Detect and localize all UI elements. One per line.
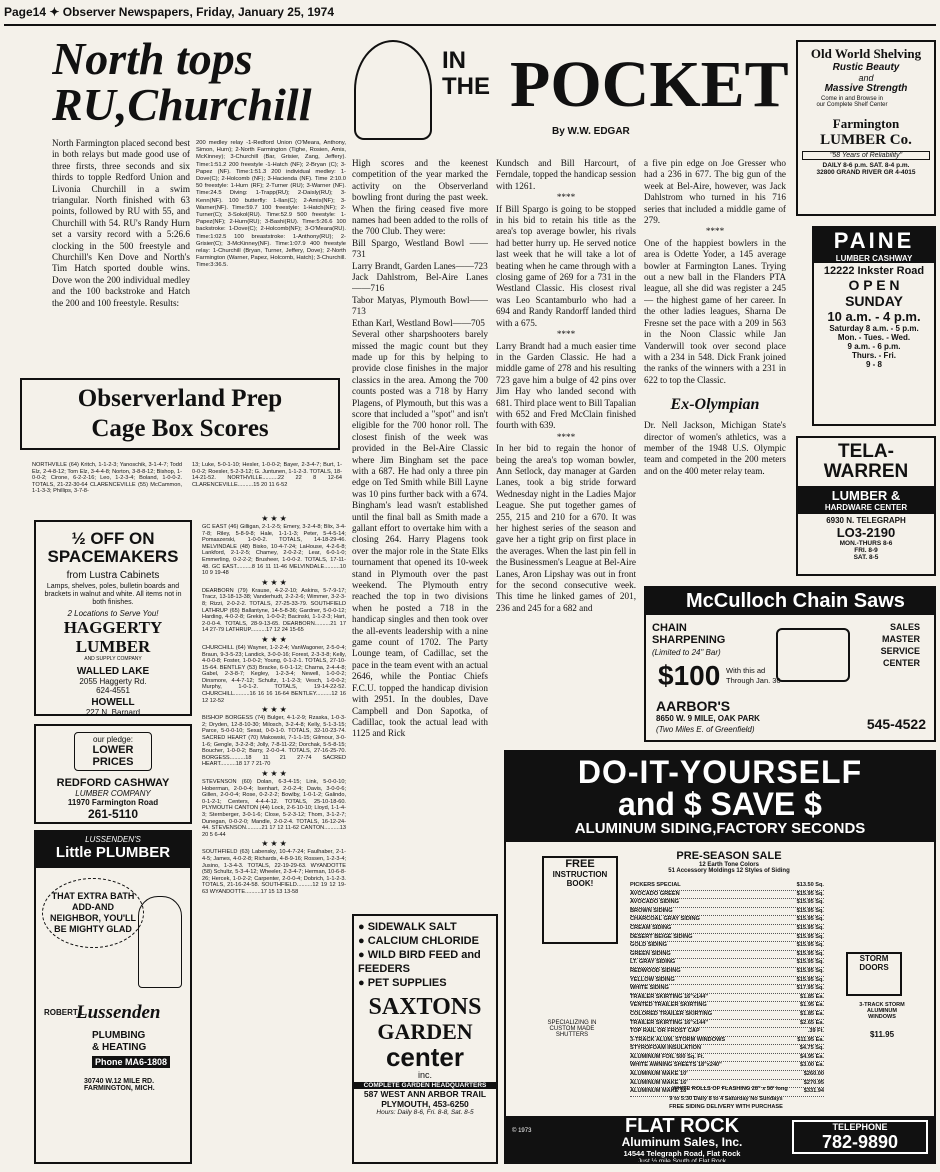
- presale-title: PRE-SEASON SALE: [676, 850, 782, 862]
- saxtons-brand-3: center: [385, 1042, 465, 1072]
- saxtons-tag: COMPLETE GARDEN HEADQUARTERS: [354, 1082, 496, 1089]
- price-row: [630, 985, 824, 994]
- loc1-addr: 2055 Haggerty Rd.: [79, 677, 147, 686]
- spacemakers-desc: Lamps, shelves, poles, bulletin boards and brackets in walnut and white. All items not in both finishes.: [44, 583, 182, 606]
- redford-phone: 261-5110: [87, 807, 139, 821]
- price-item-price: $15.95 Sq.: [796, 950, 824, 957]
- plumber-line-2: & HEATING: [92, 1042, 147, 1053]
- ow-sub-1: Rustic Beauty: [832, 62, 900, 73]
- flatrock-headline-block: [506, 752, 934, 842]
- spacemakers-headline-1: ½ OFF ON: [71, 529, 155, 548]
- price-item-price: $13.50 Sq.: [796, 882, 824, 888]
- saxtons-brand-4: inc.: [417, 1070, 432, 1080]
- scores-southfield: SOUTHFIELD (63) Labensky, 10-4-7-24; Faulhaber, 2-1-4-5; James, 4-0-2-8; Richards, 4-8-9-16; Rossen, 1-2-3-4; Jusino, 1-3-4-3. TOTALS, 22-19-29-63. WYANDOTTE (58) Schultz, 5-3-4-12; Wheeler, 2-3-4-7; Herman, 10-6-8-26; Hercek, 1-0-2-2; Carpenter, 2-0-0-4; Dobrich, 1-1-2-3. TOTALS, 21-16-24-58. SOUTHFIELD..........12 19 12 19-63 WYANDOTTE..........17 15 13 13-58: [202, 849, 346, 895]
- ow-sub-2: and: [858, 73, 874, 83]
- pocket-in-the: IN THE: [442, 47, 490, 100]
- presale-sub: 12 Earth Tone Colors: [699, 862, 759, 868]
- mcculloch-through: Through Jan. 30: [726, 676, 781, 685]
- price-item-price: $11.95 Ea.: [797, 1036, 824, 1043]
- mcculloch-with-ad: With this ad: [726, 666, 766, 675]
- plumber-name-1: ROBERT L.: [44, 1008, 88, 1017]
- pocket-col3-a: a five pin edge on Joe Gresser who had a 236 in 677. The big gun of the week at Bel-Aire, however, was Jack Dahlstrom who turned in his 716 series that included a middle game of 279.: [644, 158, 786, 226]
- plumber-addr: 30740 W.12 MILE RD. FARMINGTON, MICH.: [84, 1078, 155, 1092]
- paine-addr: 12222 Inkster Road: [823, 265, 925, 277]
- price-item-name: GOLD SIDING: [630, 942, 667, 949]
- price-item-name: WHITE SIDING: [630, 985, 669, 992]
- tela-phone: LO3-2190: [836, 525, 896, 540]
- loc2-addr: 227 N. Barnard: [85, 708, 141, 716]
- pocket-col-1: [352, 158, 488, 918]
- paine-h4: Thurs. - Fri.: [852, 351, 896, 360]
- price-row: [630, 916, 824, 925]
- saxtons-ad: [352, 914, 498, 1164]
- price-item-name: AVOCADO SIDING: [630, 899, 679, 906]
- price-item-name: REDWOOD SIDING: [630, 967, 681, 974]
- pocket-col2-c: Larry Brandt had a much easier time in the Garden Classic. He had a middle game of 278 and his resulting 723 gave him a bulge of 42 pins over Jim Hay who landed second with 681. Third place went to Bill Tapalian with 652 and Fred McClain finished fourth with 639.: [496, 340, 636, 431]
- pocket-col2-d: In her bid to regain the honor of being the area's top woman bowler, Ann Setlock, day manager at Garden Lanes, took a big stride forward Wednesday night in the Ladies Major League. She put together games of 255, 215 and 210 for a 670. It was her highest series of the season and gave her a tight grip on first place in the averages. When the last pin fell in the Businessmen's League at Bel-Aire Lanes, Aron Lipshay was out in front for the second consecutive week. This time he linked games of 201, 236 and 245 for a 682 and: [496, 443, 636, 613]
- free-book-box: [542, 856, 618, 944]
- price-row: [630, 959, 824, 968]
- price-row: [630, 1002, 824, 1011]
- ow-brand-1: Farmington: [832, 116, 900, 131]
- saxtons-item-3: ● WILD BIRD FEED and FEEDERS: [358, 949, 481, 975]
- pocket-col1-intro: High scores and the keenest competition of the year marked the activity on the Observerland bowling front during the past week. When the firing ceased five more names had been added to the rolls of the 700 Club. They were:: [352, 158, 488, 237]
- flatrock-footer: [506, 1116, 934, 1162]
- saxtons-item-label: WILD BIRD FEED and FEEDERS: [358, 949, 481, 975]
- star-divider: ★ ★ ★: [261, 705, 287, 715]
- paine-h3: 9 a.m. - 6 p.m.: [847, 342, 901, 351]
- price-item-price: $15.95 Sq.: [796, 907, 824, 914]
- price-row: [630, 899, 824, 908]
- free-3: BOOK!: [566, 879, 594, 888]
- price-item-price: $1.95 Ea.: [800, 1002, 824, 1009]
- storm-price: $11.95: [869, 1030, 895, 1039]
- price-item-price: $3.00 Ea.: [800, 1062, 824, 1069]
- storm-door-box: [846, 952, 902, 996]
- pocket-col3-b: One of the happiest bowlers in the area is Odette Yoder, a 145 average bowler at Farmington Lanes. Trying out a new ball in the Flanders PTA league, all she did was register a 245— the highest game of her career. In the other ladies leagues, Sharna De Fresne set the pace with a 209 in 563 in the Noon Classic while Jan Vanderwill took over second place with a 234 in 548. Dick Frank joined the ranks of the winners with a 231 in 622 to top the Classic.: [644, 237, 786, 385]
- mcculloch-price: $100: [658, 660, 721, 691]
- cage-scores-right: 13; Luke, 5-0-1-10; Hesler, 1-0-0-2; Bayer, 2-3-4-7; Burt, 1-0-0-2; Roesler, 5-2-3-12; G. Juntunen, 1-1-2-3. TOTALS, 18-14-21-52. NORTHVILLE..........22 22 8 12-64 CLARENCEVILLE..........15 20 11 6-52: [192, 462, 342, 488]
- price-item-name: STYROFOAM INSULATION: [630, 1045, 702, 1052]
- mcculloch-chain: CHAIN: [652, 622, 687, 634]
- flatrock-brand-block: [582, 1116, 782, 1164]
- mcculloch-sales-1: SALES: [889, 622, 920, 632]
- aarbors-phone: 545-4522: [866, 716, 926, 732]
- white-rolls: WHITE ROLLS OF FLASHING 28" x 50' long: [672, 1086, 788, 1092]
- ow-tagline: "58 Years of Reliability": [802, 151, 930, 160]
- mcculloch-sales-2: MASTER: [882, 634, 920, 644]
- tela-addr: 6930 N. TELEGRAPH: [826, 516, 906, 525]
- paine-ad: [812, 226, 936, 426]
- flatrock-tel-label: TELEPHONE: [832, 1122, 888, 1132]
- price-item-name: BROWN SIDING: [630, 907, 673, 914]
- paine-sunday: SUNDAY: [845, 293, 903, 309]
- price-item-price: $260.00: [803, 1071, 824, 1078]
- ow-title: Old World Shelving: [810, 46, 922, 61]
- plumber-name-2: Lussenden: [76, 1002, 161, 1023]
- price-row: [630, 934, 824, 943]
- price-row: [630, 994, 824, 1003]
- north-story-body: North Farmington placed second best in both relays but made good use of three firsts, three seconds and six thirds to topple Redford Union and Livonia Churchill in a swim triangular. North finished with 63 points, followed by RU with 55, and Churchill with 54. RU's Randy Hurn set a varsity record with a 5:26.6 clocking in the 500 freestyle and Churchill's Ken Dove and North's Tim Hatch sported double wins. Dove won the 200 individual medley and the 100 backstroke and Hatch the 200 and 100 freestyle. Results:: [52, 138, 190, 308]
- flatrock-headline-2: and $ SAVE $: [618, 786, 822, 822]
- price-item-price: .39 Ft.: [807, 1028, 824, 1035]
- mcculloch-saw-icon: [776, 628, 850, 682]
- aarbors-addr: 8650 W. 9 MILE, OAK PARK: [656, 714, 760, 723]
- flatrock-tel: 782-9890: [821, 1132, 899, 1152]
- star-divider: ★ ★ ★: [261, 634, 287, 644]
- tela-h1: MON.-THURS 8-6: [839, 540, 893, 547]
- mcculloch-ad: [644, 586, 936, 742]
- flatrock-ad: [504, 750, 936, 1164]
- storm-3: 3-TRACK STORM ALUMINUM WINDOWS: [859, 1002, 905, 1020]
- star-divider: ★ ★ ★: [261, 839, 287, 849]
- score-1: Bill Spargo, Westland Bowl ——731: [352, 237, 488, 260]
- free-2: INSTRUCTION: [552, 870, 608, 879]
- cage-title-1: Observerland Prep: [77, 385, 283, 412]
- flatrock-headline-1: DO-IT-YOURSELF: [577, 754, 863, 790]
- price-item-name: CREAM SIDING: [630, 924, 672, 931]
- price-row: [630, 891, 824, 900]
- ex-olympian-body: Dr. Nell Jackson, Michigan State's director of women's athletics, was a member of the 1948 U.S. Olympic team and competed in the 200 meters and on the 400 meter relay team.: [644, 420, 786, 476]
- aarbors-addr-2: (Two Miles E. of Greenfield): [656, 725, 755, 734]
- price-item-price: $2.65 Ea.: [800, 1019, 824, 1026]
- mcculloch-limited: (Limited to 24" Bar): [652, 648, 721, 657]
- price-item-name: TOP RAIL OR FROST CAP: [630, 1028, 700, 1035]
- scores-gc-east: GC EAST (46) Gilligan, 2-1-2-5; Emery, 3-2-4-8; Blix, 3-4-7-8; Riley, 5-8-9-8; Hale, 1-1-1-3; Peter, 5-4-5-14; Pomaszerski, 1-0-0-2. TOTALS, 14-18-29-46. MELVINDALE (48) Bisko, 10-4-7-24; LaHouse, 4-2-6-8; Lankford, 2-1-2-5; Chamey, 2-0-2-2; Lear, 6-0-1-0; Emmerling, 0-2-2-2; Brusheer, 1-0-0-2. TOTALS, 17-11-48. GC EAST..........8 16 11 11-46 MELVINDALE..........10 10 9 19-48: [202, 524, 346, 577]
- tela-warren-ad: [796, 436, 936, 576]
- price-row: [630, 882, 824, 891]
- scores-dearborn: DEARBORN (79) Krause, 4-2-2-10; Askins, 5-7-9-17; Tracz, 13-18-13-38; Vanderhudt, 2-2-2-6; Wimmer, 3-2-3-8; Rizzi, 2-0-2-2. TOTALS, 27-25-33-79. SOUTHFIELD LATHRUP (65) Ballantyne, 14-5-8-36; Gardner, 5-0-0-12; Harding, 4-0-2-8; Grekin, 1-0-0-2; Bacinski, 1-1-2-3; Hart, 2-0-0-4. TOTALS, 28-9-13-65. DEARBORN..........21 17 14 27-79 LATHRUP..........17 12 24 15-65: [202, 587, 346, 634]
- star-divider: ★ ★ ★: [261, 577, 287, 587]
- score-3: Jack Dahlstrom, Bel-Aire Lanes——716: [352, 272, 488, 294]
- price-row: [630, 1071, 824, 1080]
- plumber-figure: [138, 896, 182, 988]
- scores-churchill: CHURCHILL (64) Wayner, 1-2-2-4; VanWagoner, 2-5-0-4; Braun, 9-3-5-23; Landick, 3-0-0-16; Forest, 2-3-3-8; Kelly, 4-0-0-8; Foster, 1-0-0-2; Young, 0-1-2-1. TOTALS, 27-10-15-64. BENTLEY (53) Bracke, 6-0-1-12; Charna, 2-4-4-8; Gabel, 2-3-8-7; Kegley, 1-2-3-4; Newell, 1-0-0-2; Dinsmore, 4-4-7-12; Schultz, 1-1-2-3; Vesch, 1-0-0-2; Murphy, 1-0-1-2. TOTALS, 19-14-22-52. CHURCHILL..........16 16 16 16-64 BENTLEY..........12 16 12 12-52: [202, 644, 346, 704]
- scores-stevenson: STEVENSON (60) Dolan, 6-3-4-15; Link, 5-0-0-10; Hoberman, 2-0-0-4; Isenhart, 2-0-2-4; Davis, 3-0-0-6; Gillen, 2-0-0-4; Rose, 0-2-2-2; Bowlby, 1-0-1-2; Galindo, 0-1-2-1; Centers, 4-4-4-12. TOTALS, 25-10-18-60. PLYMOUTH CANTON (44) Lock, 2-6-10-10; Lloyd, 1-1-4-3; Sternberger, 3-0-1-6; Close, 5-2-3-12; Thom, 3-1-2-7; Dunegan, 0-0-2-0; Mandle, 2-0-2-4. TOTALS, 16-12-24-44. STEVENSON..........21 17 12 11-62 CANTON..........13 20 5 6-44: [202, 779, 346, 838]
- price-row: [630, 1062, 824, 1071]
- north-results: 200 medley relay -1-Redford Union (O'Meara, Anthony, Simon, Hurn); 2-North Farmington (Tighe, Rosien, Amis, McKinney); 3-Churchill (Bar, Grisier, Zang, Jeffery). Time:1:51.2 200 freestyle -1-Hatch (NF); 2-Bryan (C); 3-Papez (NF). Time:1:51.3 200 individual medley: 1-Dove(C); 2-Holcomb (NF); 3-Hacienda (NF). Time 2:10.0 50 freestyle: 1-Hurn (RF); 2-Turner (RU); 3-Warner (NF). Time:24.5 Diving: 1-Trapp(RU); 2-Daisly(RU); 3-Kenn(NF). 100 butterfly: 1-Ilan(C); 2-Amis(NF); 3-Warner(NF). Time:59.7 100 freestyle: 1-Hatch(NF); 2-Turner(C); 3-Sokol(RU). Time:52.9 500 freestyle: 1-Papez(NF); 2-Hurn(RU); 3-Bashi(RU). Time:5:26.6 100 backstroke: 1-Dove(C); 2-Holcomb(NF); 3-O'Meara(RU). Time:1:02.5 100 breaststroke: 1-Anthony(RU); 2-Grisier(C); 3-McKinney(NF). Time:1:07.9 400 freestyle relay: 1-Churchill (Bryan, Turner, Jeffery, Dove); 2-North Farmington (Warner, Papez, Holcomb, Hatch); 3-Churchill. Time:3:36.5.: [196, 140, 346, 269]
- star-divider: ★ ★ ★: [261, 514, 287, 523]
- price-item-name: PICKERS SPECIAL: [630, 882, 681, 888]
- flatrock-addr: 14544 Telegraph Road, Flat Rock: [623, 1149, 741, 1158]
- pocket-col1-body: Several other sharpshooters barely missed the magic count but they made up for this by helping to provide close finishes in the major classics in the area. Among the 700 counts posted was a 718 by Harry Plagens, of Plymouth, but this was a score that included a "spot" and isn't eligible for the 700 honor roll. The closest finish of the week was provided in the Bel-Aire Classic where Jim Bingham set the pace with a 687. He had only a three pin edge on Ted Smith while Bill Layne was 10 pins further back with a 674. Bingham's lead wasn't established until the final ball as Smith made a gallant effort to overtake him with a closing 264. Harry Plagens took over the major role in the State Elks tournament that opened its 10-week stand in Plymouth over the past weekend. The Plymouth entry reached the top in two divisions when he posted a 718 in the handicap singles and then took over the all-events leadership with a nine game count of 1702. The Party Lounge team, of Cadillac, set the pace in the team event with an actual 2646, while the Pontiac Chiefs F.C.U. topped the handicap division with 2951. In the doubles, Dave Campbell and Don Sapotka, of Cadillac, took the actual lead with 1125 and Rick: [352, 329, 488, 739]
- stars-divider: ****: [556, 192, 576, 203]
- tela-h2: FRI. 8-9: [854, 547, 878, 554]
- loc1-phone: 624-4551: [96, 686, 130, 695]
- price-item-name: CHARCOAL GRAY SIDING: [630, 916, 700, 923]
- presale-header: [624, 850, 834, 874]
- plumber-top: LUSSENDEN'S: [85, 835, 141, 844]
- flatrock-headline-3: ALUMINUM SIDING,FACTORY SECONDS: [574, 820, 866, 837]
- price-item-name: DESERT BEIGE SIDING: [630, 933, 693, 940]
- price-item-price: $4.75 Sq.: [799, 1045, 824, 1052]
- saxtons-item-label: SIDEWALK SALT: [367, 921, 457, 933]
- pledge-box: [74, 732, 152, 771]
- price-row: [630, 1028, 824, 1037]
- price-item-price: $270.95: [803, 1079, 824, 1086]
- loc1-name: WALLED LAKE: [76, 666, 150, 677]
- pocket-byline: By W.W. EDGAR: [552, 126, 630, 137]
- ow-brand-2: LUMBER Co.: [820, 132, 912, 148]
- price-row: [630, 968, 824, 977]
- score-5: Ethan Karl, Westland Bowl——705: [352, 317, 485, 328]
- saxtons-item-4: ● PET SUPPLIES: [358, 977, 447, 989]
- mcculloch-title: McCulloch Chain Saws: [646, 588, 934, 615]
- price-item-price: $4.95 Ea.: [800, 1053, 824, 1060]
- old-world-ad: [796, 40, 936, 216]
- plumber-phone: Phone MA6-1808: [92, 1056, 170, 1068]
- price-item-price: $15.95 Sq.: [796, 933, 824, 940]
- headline-line-1: North tops: [52, 36, 253, 84]
- flatrock-brand: FLAT ROCK: [624, 1115, 740, 1137]
- plumber-brand: Little PLUMBER: [55, 844, 171, 861]
- paine-hours: 10 a.m. - 4 p.m.: [827, 309, 921, 324]
- pledge-1: our pledge:: [92, 735, 134, 744]
- redford-sub: LUMBER COMPANY: [75, 789, 151, 798]
- flatrock-tel-block: [792, 1120, 928, 1154]
- ex-olympian-head: Ex-Olympian: [670, 396, 760, 414]
- price-item-name: ALUMINUM MAKE 18': [630, 1088, 688, 1095]
- saxtons-item-2: ● CALCIUM CHLORIDE: [358, 935, 479, 947]
- price-item-name: COLORED TRAILER SKIRTING: [630, 1010, 713, 1017]
- star-divider: ★ ★ ★: [261, 769, 287, 778]
- price-item-name: WHITE AWNING SHEETS 18"x240": [630, 1062, 722, 1069]
- saxtons-item-1: ● SIDEWALK SALT: [358, 921, 457, 933]
- price-item-name: VENTED TRAILER SKIRTING: [630, 1002, 707, 1009]
- ow-body: Come in and Browse in our Complete Shelf Center: [816, 96, 888, 108]
- pocket-bowler-icon: [354, 40, 432, 140]
- price-item-price: $1.85 Ea.: [800, 993, 824, 1000]
- flatrock-brand-sub: Aluminum Sales, Inc.: [621, 1135, 743, 1149]
- cage-box-heading: [20, 378, 340, 450]
- haggerty-brand: HAGGERTY LUMBER: [63, 618, 163, 656]
- free-1: FREE: [565, 858, 595, 870]
- saxtons-item-label: CALCIUM CHLORIDE: [367, 935, 479, 947]
- tela-line-1: LUMBER &: [831, 488, 901, 503]
- price-row: [630, 1037, 824, 1046]
- price-item-price: $15.95 Sq.: [796, 967, 824, 974]
- mcculloch-sharpening: SHARPENING: [652, 634, 726, 646]
- price-item-name: ALUMINUM MAKE 10': [630, 1071, 688, 1078]
- ow-addr: 32800 GRAND RIVER GR 4-4015: [816, 169, 916, 176]
- mcculloch-sales-4: CENTER: [882, 658, 920, 668]
- tela-brand-2: WARREN: [823, 461, 909, 482]
- haggerty-brand-sub: AND SUPPLY COMPANY: [84, 656, 142, 662]
- pocket-col2-a: Kundsch and Bill Harcourt, of Ferndale, topped the handicap session with 1261.: [496, 158, 636, 191]
- cage-scores-left: NORTHVILLE (64) Kritch, 1-1-2-3; Yanoschik, 3-1-4-7; Todd Elz, 2-4-8-12; Tom Elz, 3-4-4-8; Norton, 3-8-8-12; Bishop, 1-0-0-2; Cirone, 6-2-2-16; Leo, 1-2-3-4; Boland, 1-0-0-2. TOTALS, 21-22-30-64 CLARENCEVILLE (55) McCammon, 1-1-3-3; Phillips, 3-7-8-: [32, 462, 182, 495]
- price-item-price: $15.95 Sq.: [796, 959, 824, 966]
- plumber-banner: [36, 832, 190, 868]
- pocket-header: [350, 34, 792, 146]
- free-siding: FREE SIDING DELIVERY WITH PURCHASE: [669, 1104, 783, 1110]
- price-item-name: TRAILER SKIRTING 16"x144": [630, 993, 709, 1000]
- mcculloch-sales-3: SERVICE: [880, 646, 920, 656]
- spacemakers-sub: from Lustra Cabinets: [66, 570, 160, 581]
- spacemakers-headline-2: SPACEMAKERS: [47, 547, 179, 566]
- price-item-name: ALUMINUM MAKE 16': [630, 1079, 688, 1086]
- headline-line-2: RU,Churchill: [52, 79, 312, 130]
- scores-column: [202, 513, 346, 1163]
- paine-brand: PAINE: [814, 228, 934, 254]
- ow-sub-3: Massive Strength: [824, 83, 908, 94]
- north-headline: [52, 36, 342, 136]
- cage-title-2: Cage Box Scores: [91, 415, 269, 442]
- presale-sub-2: 51 Accessory Moldings 12 Styles of Siding: [668, 868, 790, 874]
- pocket-title: POCKET: [510, 48, 789, 121]
- saxtons-brand-1: SAXTONS: [368, 994, 482, 1020]
- price-item-name: AVOCADO GREEN: [630, 890, 680, 897]
- price-row: [630, 951, 824, 960]
- plumber-bubble: THAT EXTRA BATH ADD-AND NEIGHBOR, YOU'LL BE MIGHTY GLAD: [42, 878, 144, 948]
- plumber-ad: [34, 830, 192, 1164]
- price-item-name: TRAILER SKIRTING 16"x144": [630, 1019, 709, 1026]
- price-row: [630, 977, 824, 986]
- price-item-name: YELLOW SIDING: [630, 976, 675, 983]
- saxtons-phone: PLYMOUTH, 453-6250: [381, 1099, 469, 1109]
- paine-h2: Mon. - Tues. - Wed.: [837, 333, 911, 342]
- price-item-price: $1.85 Ea.: [800, 1010, 824, 1017]
- tela-line-block: [798, 486, 934, 514]
- price-row: [630, 942, 824, 951]
- saxtons-hours: Hours: Daily 8-6, Fri. 8-8, Sat. 8-5: [376, 1109, 474, 1116]
- price-item-price: $15.95 Sq.: [796, 942, 824, 949]
- price-item-price: $15.95 Sq.: [796, 976, 824, 983]
- saxtons-item-label: PET SUPPLIES: [367, 977, 447, 989]
- loc2-name: HOWELL: [91, 697, 135, 708]
- tela-brand-1: TELA-: [838, 441, 894, 462]
- price-row: [630, 1054, 824, 1063]
- header-rule: [4, 24, 936, 26]
- spacemakers-ad: [34, 520, 192, 716]
- redford-addr: 11970 Farmington Road: [67, 798, 159, 807]
- price-row: [630, 1011, 824, 1020]
- price-item-name: ALUMINUM FOIL 500 Sq. Ft.: [630, 1053, 705, 1060]
- saxtons-brand-2: GARDEN: [377, 1019, 473, 1044]
- paine-open: O P E N: [848, 277, 900, 293]
- price-item-name: GREEN SIDING: [630, 950, 671, 957]
- price-item-name: 3-TRACK ALUM. STORM WINDOWS: [630, 1036, 726, 1043]
- price-item-name: LT. GRAY SIDING: [630, 959, 676, 966]
- page-header: Page14 ✦ Observer Newspapers, Friday, January 25, 1974: [4, 5, 335, 19]
- price-item-price: $15.95 Sq.: [796, 916, 824, 923]
- pledge-2: LOWER: [92, 744, 134, 756]
- stars-divider: ****: [556, 329, 576, 340]
- pocket-col2-b: If Bill Spargo is going to be stopped in his bid to retain his title as the area's top average bowler, his rivals had better hurry up. He served notice last week that he will take a lot of beating when he came through with a closing game of 269 for a 731 in the Westland Classic. His closest rival was Leo Scantamburlo who had a 694 and Randy Randorff landed third with a 675.: [496, 203, 636, 328]
- price-item-price: $15.95 Sq.: [796, 924, 824, 931]
- price-item-price: $15.95 Sq.: [796, 899, 824, 906]
- score-4: Tabor Matyas, Plymouth Bowl——713: [352, 294, 488, 317]
- redford-ad: [34, 724, 192, 824]
- specializing: SPECIALIZING IN CUSTOM MADE SHUTTERS: [547, 1020, 597, 1038]
- storm-2: DOORS: [859, 963, 889, 972]
- price-row: [630, 1020, 824, 1029]
- score-2: Larry Brandt, Garden Lanes——723: [352, 260, 488, 271]
- aarbors-brand: AARBOR'S: [656, 698, 731, 714]
- redford-name: REDFORD CASHWAY: [56, 777, 170, 789]
- tela-line-2: HARDWARE CENTER: [824, 503, 908, 512]
- paine-sub: LUMBER CASHWAY: [814, 254, 934, 263]
- stars-divider: ****: [556, 431, 576, 442]
- saxtons-addr: 587 WEST ANN ARBOR TRAIL: [363, 1089, 487, 1099]
- storm-1: STORM: [859, 954, 889, 963]
- flatrock-hours: 9 to 5:30 Daily 8 to 4 Saturday No Sundays: [669, 1096, 783, 1102]
- price-item-price: $17.95 Sq.: [796, 985, 824, 992]
- price-item-price: $15.95 Sq.: [796, 890, 824, 897]
- price-row: [630, 1045, 824, 1054]
- flatrock-copyright: © 1973: [512, 1128, 532, 1134]
- tela-h3: SAT. 8-5: [853, 554, 879, 561]
- stars-divider: ****: [705, 226, 725, 237]
- flatrock-addr-2: Just ½ mile South of Flat Rock: [637, 1158, 727, 1164]
- pocket-col-3: [644, 158, 786, 578]
- price-row: [630, 925, 824, 934]
- pledge-3: PRICES: [92, 756, 134, 768]
- ow-hours: DAILY 8-6 p.m. SAT. 8-4 p.m.: [822, 162, 910, 169]
- pocket-col-2: [496, 158, 636, 698]
- price-row: [630, 908, 824, 917]
- paine-h1: Saturday 8 a.m. - 5 p.m.: [829, 324, 919, 333]
- spacemakers-locations: 2 Locations to Serve You!: [67, 609, 159, 618]
- plumber-line-1: PLUMBING: [92, 1030, 146, 1041]
- paine-h5: 9 - 8: [865, 360, 882, 369]
- scores-borgess: BISHOP BORGESS (74) Bulger, 4-1-2-9; Rzaska, 1-0-3-2; Dryden, 12-8-10-30; Milosch, 3-2-4-8; Kelly, 5-1-3-15; Parce, 5-0-0-10; Sexat, 0-0-1-0. TOTALS, 32-10-23-74. SACRED HEART (70) Makowski, 7-1-1-15; Gilmour, 3-0-1-6; Gengle, 3-2-2-8; Jolly, 7-8-11-22; Dorchak, 5-5-8-15; Boucher, 1-0-0-2; Barry, 2-0-0-4. TOTALS, 27-16-25-70. BORGESS..........18 11 21 27-74 SACRED HEART..........18 17 7 21-70: [202, 715, 346, 768]
- price-item-price: $331.94: [803, 1088, 824, 1095]
